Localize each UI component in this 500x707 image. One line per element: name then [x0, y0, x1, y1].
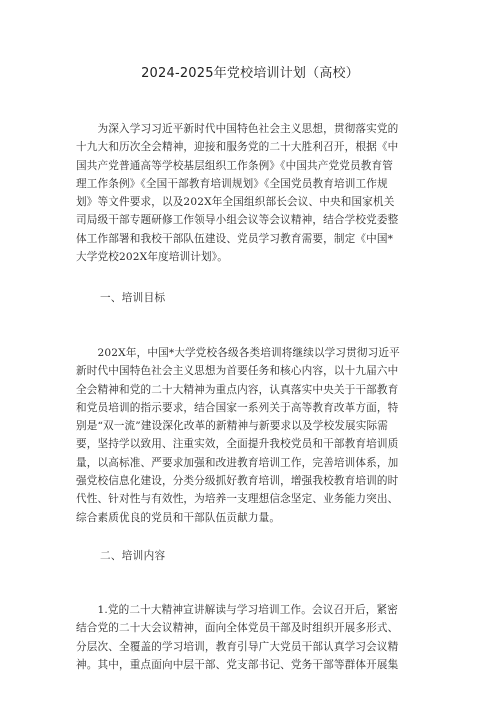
paragraph-line: 结合党的二十大会议精神，面向全体党员干部及时组织开展多形式、 [76, 622, 399, 635]
paragraph-line: 理工作条例》《全国干部教育培训规划》《全国党员教育培训工作规 [76, 177, 388, 190]
section-heading-content: 二、培训内容 [100, 550, 166, 562]
paragraph-line: 和党员培训的指示要求，结合国家一系列关于高等教育改革方面，特 [76, 401, 399, 414]
paragraph-line: 体工作部署和我校干部队伍建设、党员学习教育需要，制定《中国* [76, 232, 394, 245]
goals-paragraph [76, 344, 436, 527]
paragraph-line: 分层次、全覆盖的学习培训，教育引导广大党员干部认真学习会议精 [76, 640, 399, 653]
paragraph-line: 代性、针对性与有效性，为培养一支理想信念坚定、业务能力突出、 [76, 493, 399, 506]
paragraph-line: 别是“双一流”建设深化改革的新精神与新要求以及学校发展实际需 [76, 420, 388, 433]
paragraph-line: 十九大和历次全会精神，迎接和服务党的二十大胜利召开，根据《中 [76, 141, 399, 154]
paragraph-line: 大学党校202X年度培训计划》。 [76, 251, 228, 264]
paragraph-line: 全会精神和党的二十大精神为重点内容，认真落实中央关于干部教育 [76, 383, 399, 396]
paragraph-line: 要，坚持学以致用、注重实效，全面提升我校党员和干部教育培训质 [76, 438, 399, 451]
paragraph-line: 202X年，中国*大学党校各级各类培训将继续以学习贯彻习近平 [76, 347, 400, 359]
paragraph-line: 国共产党普通高等学校基层组织工作条例》《中国共产党党员教育管 [76, 159, 394, 172]
content-paragraph [76, 601, 436, 674]
paragraph-line: 综合素质优良的党员和干部队伍贡献力量。 [76, 511, 281, 524]
paragraph-line: 新时代中国特色社会主义思想为首要任务和核心内容，以十九届六中 [76, 365, 399, 378]
section-heading-goals: 一、培训目标 [100, 292, 166, 304]
paragraph-line: 司局级干部专题研修工作领导小组会议等会议精神，结合学校党委整 [76, 214, 399, 227]
document-title: 2024-2025年党校培训计划（高校） [141, 66, 359, 81]
paragraph-line: 划》等文件要求，以及202X年全国组织部长会议、中央和国家机关 [76, 196, 395, 209]
paragraph-line: 1.党的二十大精神宣讲解读与学习培训工作。会议召开后，紧密 [76, 604, 398, 616]
paragraph-line: 为深入学习习近平新时代中国特色社会主义思想，贯彻落实党的 [76, 123, 399, 135]
intro-paragraph [76, 120, 436, 266]
paragraph-line: 神。其中，重点面向中层干部、党支部书记、党务干部等群体开展集 [76, 658, 399, 671]
paragraph-line: 强党校信息化建设，分类分级抓好教育培训，增强我校教育培训的时 [76, 475, 399, 488]
paragraph-line: 量，以高标准、严要求加强和改进教育培训工作，完善培训体系，加 [76, 456, 399, 469]
